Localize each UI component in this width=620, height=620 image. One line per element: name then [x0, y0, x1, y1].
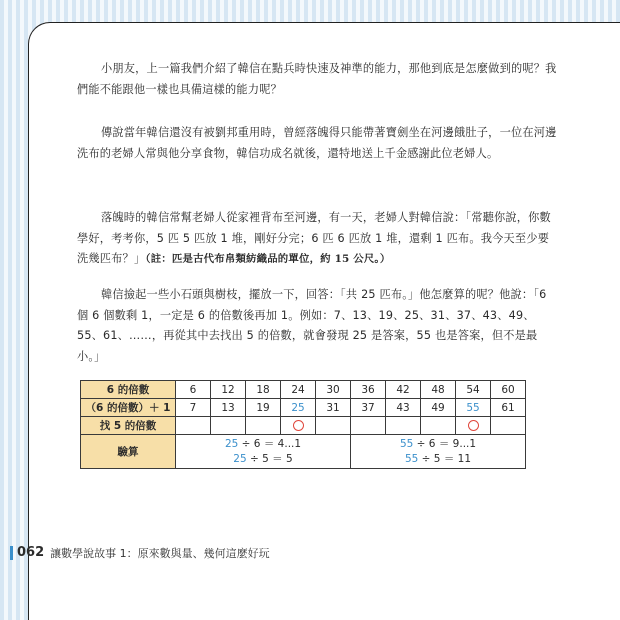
table-cell: 61: [491, 399, 526, 417]
table-cell: 19: [246, 399, 281, 417]
paragraph-answer: [77, 285, 559, 367]
table-row-verify: [81, 435, 526, 469]
table-cell-marked: [456, 417, 491, 435]
table-cell-highlight: 25: [281, 399, 316, 417]
table-cell: 36: [351, 381, 386, 399]
circle-mark-icon: [293, 420, 304, 431]
row-label-multiples: 6 的倍數: [81, 381, 176, 399]
table-cell: 18: [246, 381, 281, 399]
table-cell: 30: [316, 381, 351, 399]
verify-cell-25: [176, 435, 351, 469]
table-cell: [246, 417, 281, 435]
table-cell: 6: [176, 381, 211, 399]
paragraph-answer-text: 韓信撿起一些小石頭與樹枝，擺放一下，回答：「共 25 匹布。」他怎麼算的呢？他說：「6 個 6 個數剩 1，一定是 6 的倍數後再加 1。例如：7、13、19、25、31、37、43、49、55、61、……，再從其中去找出 5 的倍數，就會發現 25 是答案，55 也是答案，但不是最小。」: [77, 288, 547, 363]
verify-line: 55 ÷ 6 ＝ 9...1: [399, 437, 477, 450]
table-cell: 7: [176, 399, 211, 417]
table-cell: [386, 417, 421, 435]
paragraph-intro-text: 小朋友，上一篇我們介紹了韓信在點兵時快速及神準的能力，那他到底是怎麼做到的呢？我們能不能跟他一樣也具備這樣的能力呢？: [77, 62, 557, 96]
table-cell: 37: [351, 399, 386, 417]
row-label-verify: 驗算: [81, 435, 176, 469]
page-footer: [10, 545, 270, 561]
verify-line: 25 ÷ 6 ＝ 4...1: [224, 437, 302, 450]
table-cell: 49: [421, 399, 456, 417]
table-cell: 54: [456, 381, 491, 399]
series-title: 讓數學說故事 1：原來數與量、幾何這麼好玩: [50, 547, 270, 560]
page-number: 062: [10, 546, 44, 560]
table-cell: 48: [421, 381, 456, 399]
footnote-unit: （註：匹是古代布帛類紡織品的單位，約 15 公尺。）: [145, 253, 391, 265]
table-cell: [176, 417, 211, 435]
circle-mark-icon: [468, 420, 479, 431]
table-row-plus-one: [81, 399, 526, 417]
paragraph-question-text: 落魄時的韓信常幫老婦人從家裡背布至河邊，有一天，老婦人對韓信說：「常聽你說，你數學好，考考你，5 匹 5 匹放 1 堆，剛好分完；6 匹 6 匹放 1 堆，還剩 1 匹布。我今天至少要洗幾匹布？」: [77, 211, 551, 265]
table-cell: 31: [316, 399, 351, 417]
paragraph-question: [77, 208, 559, 270]
table-cell: 43: [386, 399, 421, 417]
table-cell: 42: [386, 381, 421, 399]
row-label-plus-one: （6 的倍數）＋ 1: [81, 399, 176, 417]
paragraph-intro: [77, 59, 559, 100]
paragraph-legend: [77, 123, 559, 164]
verify-line: 55 ÷ 5 ＝ 11: [404, 452, 472, 465]
paragraph-legend-text: 傳說當年韓信還沒有被劉邦重用時，曾經落魄得只能帶著寶劍坐在河邊餓肚子，一位在河邊洗布的老婦人常與他分享食物，韓信功成名就後，還特地送上千金感謝此位老婦人。: [77, 126, 557, 160]
table-cell: [351, 417, 386, 435]
table-row-find-multiples-of-5: [81, 417, 526, 435]
table-row-multiples: [81, 381, 526, 399]
verify-cell-55: [351, 435, 526, 469]
book-page: [28, 22, 620, 620]
table-cell-marked: [281, 417, 316, 435]
table-cell: [491, 417, 526, 435]
table-cell: 24: [281, 381, 316, 399]
table-cell: [421, 417, 456, 435]
table-cell: 12: [211, 381, 246, 399]
table-cell: 60: [491, 381, 526, 399]
table-cell: [316, 417, 351, 435]
verify-line: 25 ÷ 5 ＝ 5: [233, 452, 293, 465]
table-cell-highlight: 55: [456, 399, 491, 417]
table-cell: [211, 417, 246, 435]
table-cell: 13: [211, 399, 246, 417]
multiples-table: [80, 380, 526, 469]
row-label-find-5: 找 5 的倍數: [81, 417, 176, 435]
